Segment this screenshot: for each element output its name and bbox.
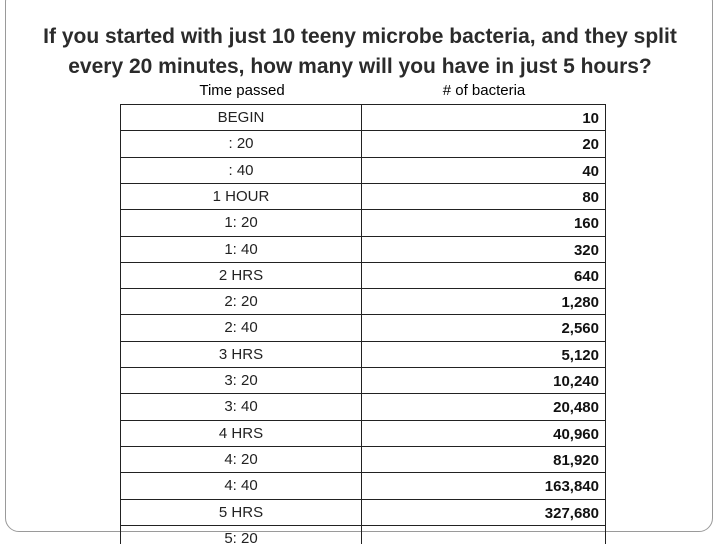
time-cell: : 20	[228, 135, 254, 153]
time-cell: 2: 20	[224, 293, 258, 311]
time-cell: 3: 40	[224, 398, 258, 416]
bacteria-count-cell: 163,840	[544, 478, 599, 496]
bacteria-count-cell: 327,680	[544, 504, 599, 522]
bacteria-count-cell: 20,480	[553, 399, 599, 417]
table-row	[121, 157, 605, 183]
title-line-1: If you started with just 10 teeny microbe bacteria, and they split	[43, 25, 677, 48]
bacteria-growth-table	[120, 104, 606, 547]
bacteria-count-cell: 80	[582, 188, 599, 206]
bacteria-count-cell: 20	[582, 136, 599, 154]
table-row	[121, 236, 605, 262]
time-cell: 3 HRS	[218, 345, 264, 363]
header-bacteria-count: # of bacteria	[442, 82, 526, 99]
time-cell: : 40	[228, 161, 254, 179]
table-row	[121, 472, 605, 498]
bacteria-count-cell: 1,280	[561, 294, 599, 312]
bacteria-count-cell: 320	[573, 241, 599, 259]
table-row	[121, 341, 605, 367]
table-row	[121, 104, 605, 130]
bacteria-count-cell: 40	[582, 162, 599, 180]
time-cell: 4: 40	[224, 477, 258, 495]
title-line-2: every 20 minutes, how many will you have in just 5 hours?	[68, 55, 652, 78]
time-cell: 2 HRS	[218, 266, 264, 284]
time-cell: 3: 20	[224, 372, 258, 389]
table-row	[121, 420, 605, 446]
time-cell: BEGIN	[217, 109, 265, 126]
time-cell: 5 HRS	[218, 503, 264, 521]
table-row	[121, 525, 605, 551]
table-row	[121, 209, 605, 235]
table-row	[121, 130, 605, 156]
time-cell: 1 HOUR	[212, 187, 270, 205]
table-row	[121, 393, 605, 419]
time-cell: 5: 20	[224, 529, 258, 547]
table-row	[121, 288, 605, 314]
time-cell: 2: 40	[224, 319, 258, 337]
bacteria-count-cell: 40,960	[553, 425, 599, 443]
bacteria-count-cell: 10	[582, 110, 599, 127]
time-cell: 4 HRS	[218, 424, 264, 442]
bacteria-count-cell: 10,240	[553, 373, 599, 390]
table-row	[121, 183, 605, 209]
bacteria-count-cell: 81,920	[553, 451, 599, 469]
slide-title	[0, 22, 720, 82]
time-cell: 1: 20	[224, 214, 258, 232]
table-row	[121, 262, 605, 288]
table-row	[121, 367, 605, 393]
bacteria-count-cell: 2,560	[561, 320, 599, 338]
bacteria-count-cell: 160	[573, 215, 599, 233]
table-row	[121, 314, 605, 340]
bacteria-count-cell: 640	[573, 267, 599, 285]
table-row	[121, 499, 605, 525]
time-cell: 4: 20	[224, 450, 258, 468]
table-row	[121, 446, 605, 472]
time-cell: 1: 40	[224, 240, 258, 258]
header-time-passed: Time passed	[199, 82, 285, 99]
bacteria-count-cell: 5,120	[561, 346, 599, 364]
